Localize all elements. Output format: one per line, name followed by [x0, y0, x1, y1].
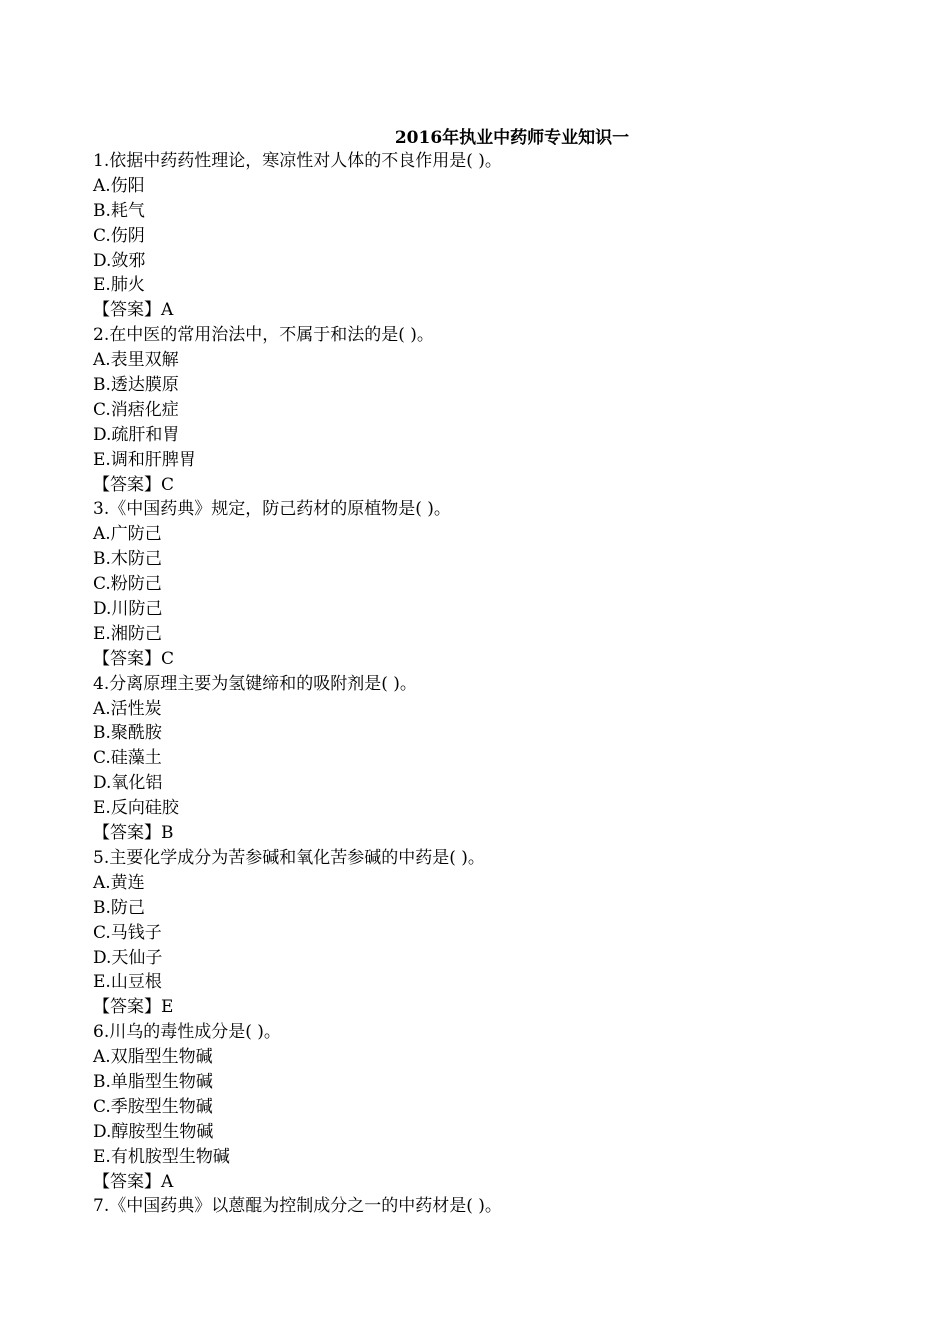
- question-stem: 2.在中医的常用治法中，不属于和法的是( )。: [93, 325, 434, 346]
- question-stem: 4.分离原理主要为氢键缔和的吸附剂是( )。: [93, 673, 417, 694]
- question-option: C.马钱子: [93, 922, 162, 943]
- question-option: B.单脂型生物碱: [93, 1071, 213, 1092]
- question-answer: 【答案】A: [93, 300, 174, 321]
- question-option: B.防己: [93, 897, 145, 918]
- question-option: A.双脂型生物碱: [93, 1047, 213, 1068]
- question-option: C.伤阴: [93, 225, 145, 246]
- question-option: B.耗气: [93, 200, 145, 221]
- question-option: E.反向硅胶: [93, 798, 179, 819]
- question-answer: 【答案】C: [93, 648, 175, 669]
- question-answer: 【答案】E: [93, 997, 174, 1018]
- question-option: A.伤阳: [93, 175, 145, 196]
- question-option: B.木防己: [93, 549, 162, 570]
- question-answer: 【答案】B: [93, 823, 174, 844]
- question-option: D.川防己: [93, 599, 163, 620]
- question-option: E.山豆根: [93, 972, 162, 993]
- question-option: C.季胺型生物碱: [93, 1096, 213, 1117]
- question-option: A.表里双解: [93, 350, 179, 371]
- question-option: D.天仙子: [93, 947, 163, 968]
- question-option: A.黄连: [93, 872, 145, 893]
- question-answer: 【答案】A: [93, 1171, 174, 1192]
- document-title: 2016年执业中药师专业知识一: [394, 128, 630, 148]
- question-option: E.湘防己: [93, 623, 162, 644]
- question-option: D.醇胺型生物碱: [93, 1121, 214, 1142]
- question-option: D.氧化铝: [93, 773, 163, 794]
- question-list: [93, 149, 913, 1219]
- question-stem: 6.川乌的毒性成分是( )。: [93, 1022, 281, 1043]
- question-stem: 7.《中国药典》以蒽醌为控制成分之一的中药材是( )。: [93, 1196, 502, 1217]
- question-option: E.调和肝脾胃: [93, 449, 196, 470]
- question-option: A.广防己: [93, 524, 162, 545]
- question-option: C.消痞化症: [93, 399, 179, 420]
- question-option: B.透达膜原: [93, 375, 179, 396]
- question-option: D.疏肝和胃: [93, 424, 180, 445]
- question-option: E.肺火: [93, 275, 145, 296]
- question-option: E.有机胺型生物碱: [93, 1146, 230, 1167]
- question-stem: 5.主要化学成分为苦参碱和氧化苦参碱的中药是( )。: [93, 847, 485, 868]
- question-option: C.粉防己: [93, 574, 162, 595]
- question-stem: 3.《中国药典》规定，防己药材的原植物是( )。: [93, 499, 451, 520]
- question-option: D.敛邪: [93, 250, 146, 271]
- question-option: A.活性炭: [93, 698, 162, 719]
- question-answer: 【答案】C: [93, 474, 175, 495]
- question-option: C.硅藻土: [93, 748, 162, 769]
- question-stem: 1.依据中药药性理论，寒凉性对人体的不良作用是( )。: [93, 151, 502, 171]
- question-option: B.聚酰胺: [93, 723, 162, 744]
